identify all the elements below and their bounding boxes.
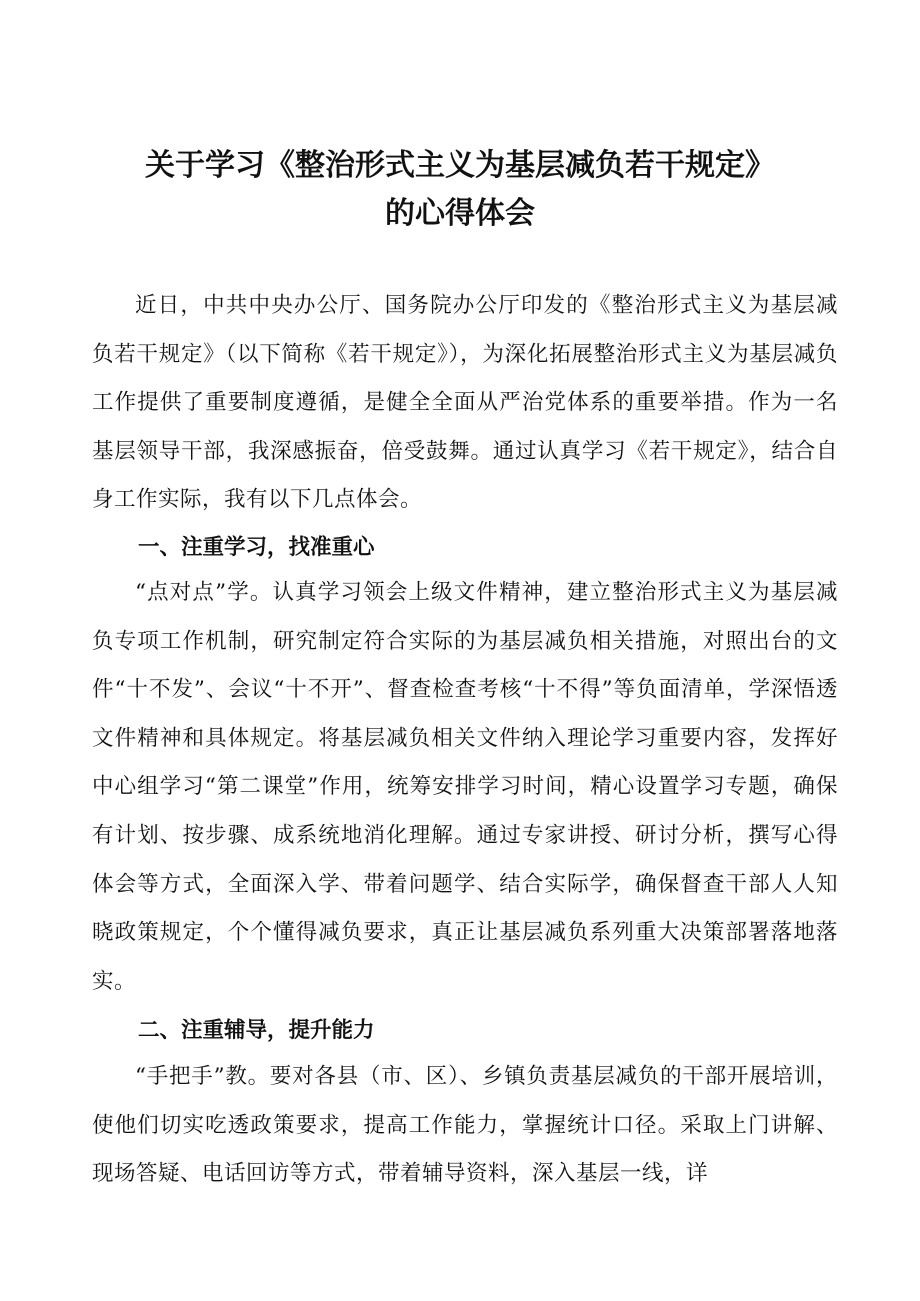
section-2-body: “手把手”教。要对各县（市、区）、乡镇负责基层减负的干部开展培训，使他们切实吃透政策要求，提高工作能力，掌握统计口径。采取上门讲解、现场答疑、电话回访等方式，带着辅导资料，深入基层一线，详 <box>92 1064 838 1187</box>
section-2-heading: 二、注重辅导，提升能力 <box>138 1018 375 1043</box>
document-title-line-2: 的心得体会 <box>385 196 535 231</box>
section-1-body: “点对点”学。认真学习领会上级文件精神，建立整治形式主义为基层减负专项工作机制，研究制定符合实际的为基层减负相关措施，对照出台的文件“十不发”、会议“十不开”、督查检查考核“十不得”等负面清单，学深悟透文件精神和具体规定。将基层减负相关文件纳入理论学习重要内容，发挥好中心组学习“第二课堂”作用，统筹安排学习时间，精心设置学习专题，确保有计划、按步骤、成系统地消化理解。通过专家讲授、研讨分析，撰写心得体会等方式，全面深入学、带着问题学、结合实际学，确保督查干部人人知晓政策规定，个个懂得减负要求，真正让基层减负系列重大决策部署落地落实。 <box>92 580 838 994</box>
document-title-line-1: 关于学习《整治形式主义为基层减负若干规定》 <box>145 148 775 183</box>
intro-paragraph: 近日，中共中央办公厅、国务院办公厅印发的《整治形式主义为基层减负若干规定》（以下简称《若干规定》），为深化拓展整治形式主义为基层减负工作提供了重要制度遵循，是健全全面从严治党体系的重要举措。作为一名基层领导干部，我深感振奋，倍受鼓舞。通过认真学习《若干规定》，结合自身工作实际，我有以下几点体会。 <box>92 293 838 513</box>
section-1-heading: 一、注重学习，找准重心 <box>138 535 375 560</box>
